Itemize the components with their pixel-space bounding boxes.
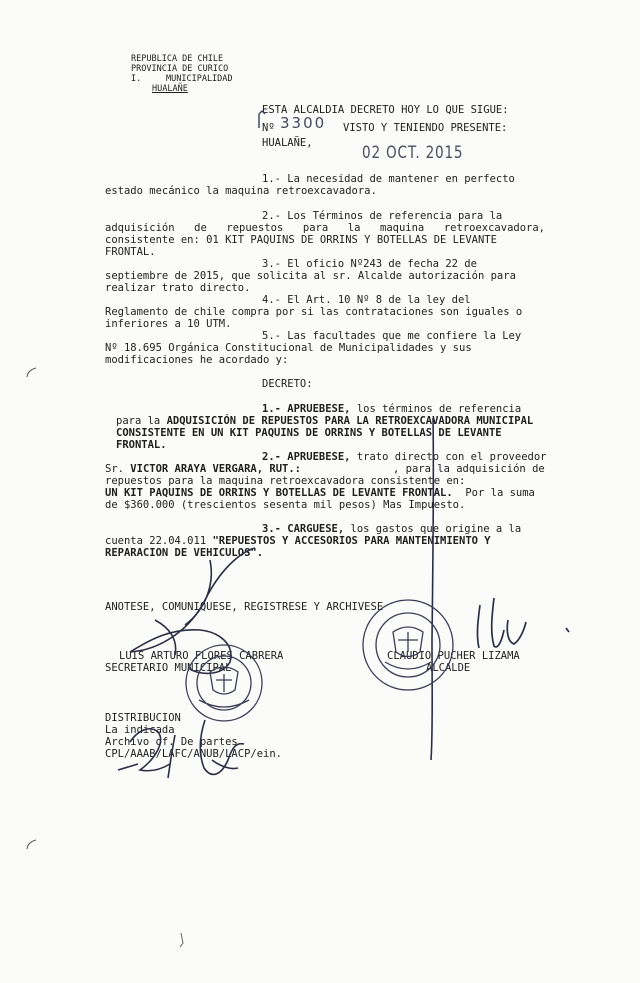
margin-mark-icon: [27, 840, 36, 849]
signature-stroke-icon: [431, 418, 433, 760]
considerando-4-line3: inferiores a 10 UTM.: [105, 318, 232, 330]
considerando-5-line1: 5.- Las facultades que me confiere la Ley: [262, 330, 522, 342]
date-stamp: 02 OCT. 2015: [362, 143, 464, 163]
right-seal-icon: [363, 600, 453, 690]
margin-mark-icon: [27, 368, 36, 377]
left-seal-icon: [186, 645, 262, 721]
left-signer-title: SECRETARIO MUNICIPAL: [105, 662, 232, 674]
stamp-bracket-icon: [259, 111, 265, 128]
decreto-2-line5: de $360.000 (trescientos sesenta mil pesos) Mas Impuesto.: [105, 499, 466, 511]
closing-line: ANOTESE, COMUNIQUESE, REGISTRESE Y ARCHIVESE: [105, 601, 384, 613]
right-signature-icon: [477, 598, 569, 648]
decreto-2-line2-end: , para la adquisición de: [393, 463, 545, 475]
considerando-5-line3: modificaciones he acordado y:: [105, 354, 289, 366]
provider-name: VICTOR ARAYA VERGARA, RUT.:: [130, 463, 301, 475]
considerando-2-line4: FRONTAL.: [105, 246, 156, 258]
considerando-5-line2: Nº 18.695 Orgánica Constitucional de Municipalidades y sus: [105, 342, 472, 354]
decreto-1-line3: CONSISTENTE EN UN KIT PAQUINS DE ORRINS Y BOTELLAS DE LEVANTE: [116, 427, 502, 439]
considerando-2-line3: consistente en: 01 KIT PAQUINS DE ORRINS Y BOTELLAS DE LEVANTE: [105, 234, 497, 246]
decreto-1-line4: FRONTAL.: [116, 439, 167, 451]
initials-signature-icon: [118, 720, 244, 778]
decreto-3-line3: REPARACION DE VEHICULOS".: [105, 547, 264, 559]
decreto-2-label: 2.- APRUEBESE,: [262, 451, 351, 463]
speck-mark-icon: [180, 933, 183, 947]
considerando-3-line2: septiembre de 2015, que solicita al sr. Alcalde autorización para: [105, 270, 516, 282]
considerando-4-line1: 4.- El Art. 10 Nº 8 de la ley del: [262, 294, 471, 306]
considerando-1-line1: 1.- La necesidad de mantener en perfecto: [262, 173, 515, 185]
decreto-2-line1: 2.- APRUEBESE, trato directo con el proveedor: [262, 451, 547, 463]
header-commune: HUALAÑE: [152, 84, 188, 94]
considerando-2-line1: 2.- Los Términos de referencia para la: [262, 210, 503, 222]
decreto-2-line3: repuestos para la maquina retroexcavadora consistente en:: [105, 475, 466, 487]
left-signature-icon: [130, 548, 255, 673]
decreto-title: DECRETO:: [262, 378, 313, 390]
header-municipality-prefix: I.: [131, 74, 142, 84]
header-republic: REPUBLICA DE CHILE: [131, 54, 224, 64]
intro-line: ESTA ALCALDIA DECRETO HOY LO QUE SIGUE:: [262, 104, 509, 116]
header-province: PROVINCIA DE CURICO: [131, 64, 229, 74]
considerando-3-line1: 3.- El oficio Nº243 de fecha 22 de: [262, 258, 477, 270]
intro-no-label: Nº: [262, 122, 275, 134]
intro-city: HUALAÑE,: [262, 137, 313, 149]
distribution-line3: CPL/AAAB/LAFC/ANUB/LACP/ein.: [105, 748, 283, 760]
decree-number-stamp: 3300: [280, 114, 327, 132]
right-signer-name: CLAUDIO PUCHER LIZAMA: [387, 650, 520, 662]
considerando-3-line3: realizar trato directo.: [105, 282, 251, 294]
decreto-1-line1: 1.- APRUEBESE, los términos de referencia: [262, 403, 522, 415]
distribution-line2: Archivo of. De partes: [105, 736, 238, 748]
distribution-line1: La indicada: [105, 724, 175, 736]
considerando-4-line2: Reglamento de chile compra por si las contrataciones son iguales o: [105, 306, 523, 318]
decreto-1-label: 1.- APRUEBESE,: [262, 403, 351, 415]
right-signer-title: ALCALDE: [426, 662, 471, 674]
intro-visto: VISTO Y TENIENDO PRESENTE:: [343, 122, 508, 134]
decreto-3-line2: cuenta 22.04.011 "REPUESTOS Y ACCESORIOS PARA MANTENIMIENTO Y: [105, 535, 491, 547]
header-municipality: MUNICIPALIDAD: [166, 74, 233, 84]
considerando-2-line2: adquisición de repuestos para la maquina retroexcavadora,: [105, 222, 545, 234]
decreto-2-line2-start: Sr. VICTOR ARAYA VERGARA, RUT.:: [105, 463, 301, 475]
considerando-1-line2: estado mecánico la maquina retroexcavadora.: [105, 185, 377, 197]
decreto-3-line1: 3.- CARGUESE, los gastos que origine a la: [262, 523, 522, 535]
decreto-3-label: 3.- CARGUESE,: [262, 523, 345, 535]
decreto-1-line2: para la ADQUISICIÓN DE REPUESTOS PARA LA RETROEXCAVADORA MUNICIPAL: [116, 415, 534, 427]
distribution-title: DISTRIBUCION: [105, 712, 181, 724]
left-signer-name: LUIS ARTURO FLORES CABRERA: [119, 650, 284, 662]
decreto-2-line4: UN KIT PAQUINS DE ORRINS Y BOTELLAS DE LEVANTE FRONTAL. Por la suma: [105, 487, 535, 499]
